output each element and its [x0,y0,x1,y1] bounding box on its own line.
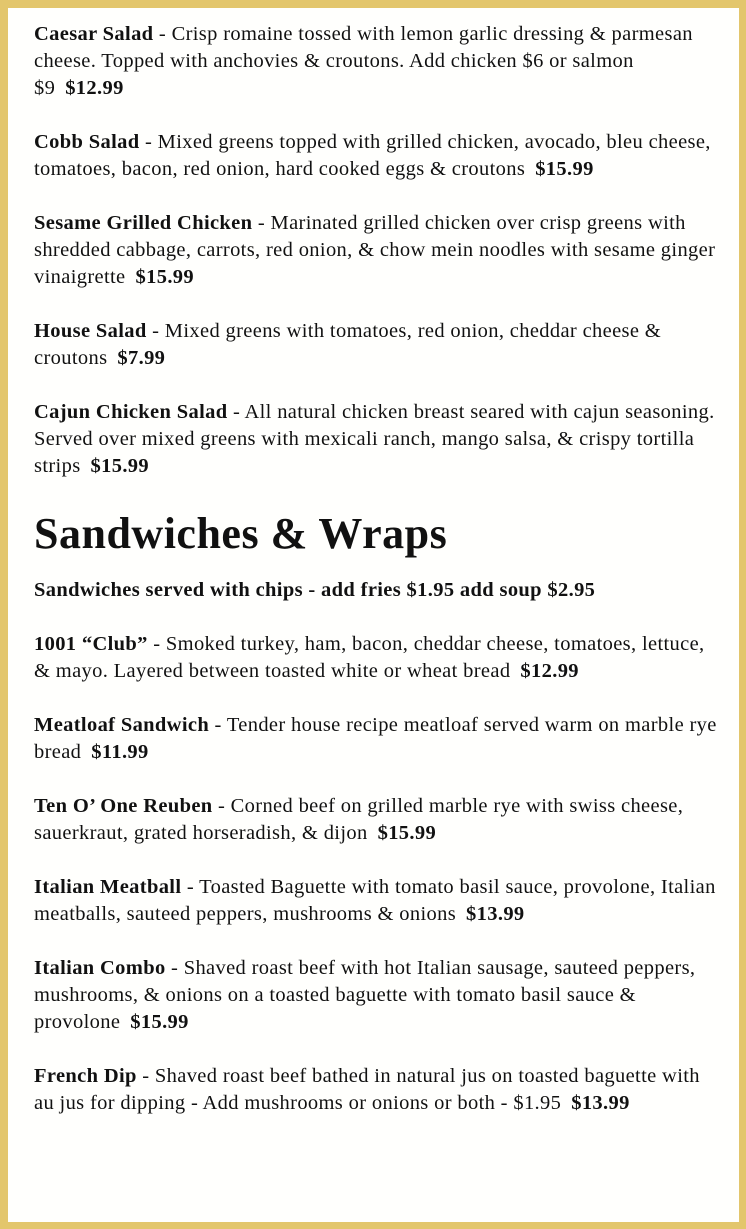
item-name: 1001 “Club” [34,633,148,655]
item-price: $11.99 [91,741,149,763]
menu-item [34,631,724,685]
item-name: Ten O’ One Reuben [34,795,213,817]
section-heading: Sandwiches & Wraps [34,509,448,558]
menu-item [34,129,724,183]
item-name: Italian Combo [34,957,166,979]
item-description: - Corned beef on grilled marble rye with swiss cheese, sauerkraut, grated horseradish, & dijon [34,795,684,844]
item-name: Meatloaf Sandwich [34,714,210,736]
item-description: - Shaved roast beef bathed in natural jus on toasted baguette with au jus for dipping - Add mushrooms or onions or both - $1.95 [34,1065,700,1114]
item-name: Sesame Grilled Chicken [34,212,253,234]
item-price: $7.99 [117,347,166,369]
menu-item [34,793,724,847]
item-name: French Dip [34,1065,137,1087]
menu-item [34,712,724,766]
item-price: $12.99 [65,77,124,99]
item-price: $15.99 [535,158,594,180]
item-price: $15.99 [377,822,437,844]
item-description: - Shaved roast beef with hot Italian sausage, sauteed peppers, mushrooms, & onions on a toasted baguette with tomato basil sauce & provolone [34,957,696,1033]
sandwiches-section [34,631,724,1117]
item-price: $15.99 [90,455,150,477]
menu-item [34,874,724,928]
menu-item [34,210,724,291]
item-description: - Toasted Baguette with tomato basil sauce, provolone, Italian meatballs, sauteed peppers, mushrooms & onions [34,876,716,925]
item-price: $15.99 [130,1011,189,1033]
menu-page [8,8,739,1222]
item-name: Cajun Chicken Salad [34,401,228,423]
item-price: $15.99 [135,266,194,288]
item-name: Cobb Salad [34,131,140,153]
item-price: $13.99 [571,1092,630,1114]
item-name: Caesar Salad [34,23,154,45]
item-name: Italian Meatball [34,876,182,898]
menu-item [34,955,724,1036]
item-description: - Marinated grilled chicken over crisp greens with shredded cabbage, carrots, red onion, & chow mein noodles with sesame ginger vinaigrette [34,212,716,288]
salads-section [34,21,724,480]
item-description: - Mixed greens topped with grilled chicken, avocado, bleu cheese, tomatoes, bacon, red onion, hard cooked eggs & croutons [34,131,711,180]
item-description: - Smoked turkey, ham, bacon, cheddar cheese, tomatoes, lettuce, & mayo. Layered between toasted white or wheat bread [34,633,705,682]
item-description: - Crisp romaine tossed with lemon garlic dressing & parmesan cheese. Topped with anchovies & croutons. Add chicken $6 or salmon $9 [34,23,693,99]
item-description: - All natural chicken breast seared with cajun seasoning. Served over mixed greens with mexicali ranch, mango salsa, & crispy tortilla strips [34,401,715,477]
section-subtitle: Sandwiches served with chips - add fries $1.95 add soup $2.95 [34,579,596,601]
item-description: - Mixed greens with tomatoes, red onion, cheddar cheese & croutons [34,320,662,369]
item-description: - Tender house recipe meatloaf served warm on marble rye bread [34,714,717,763]
menu-item [34,399,724,480]
menu-item [34,318,724,372]
item-price: $12.99 [520,660,579,682]
menu-content [34,21,724,1144]
menu-item [34,21,724,102]
item-price: $13.99 [466,903,525,925]
menu-item [34,1063,724,1117]
item-name: House Salad [34,320,147,342]
